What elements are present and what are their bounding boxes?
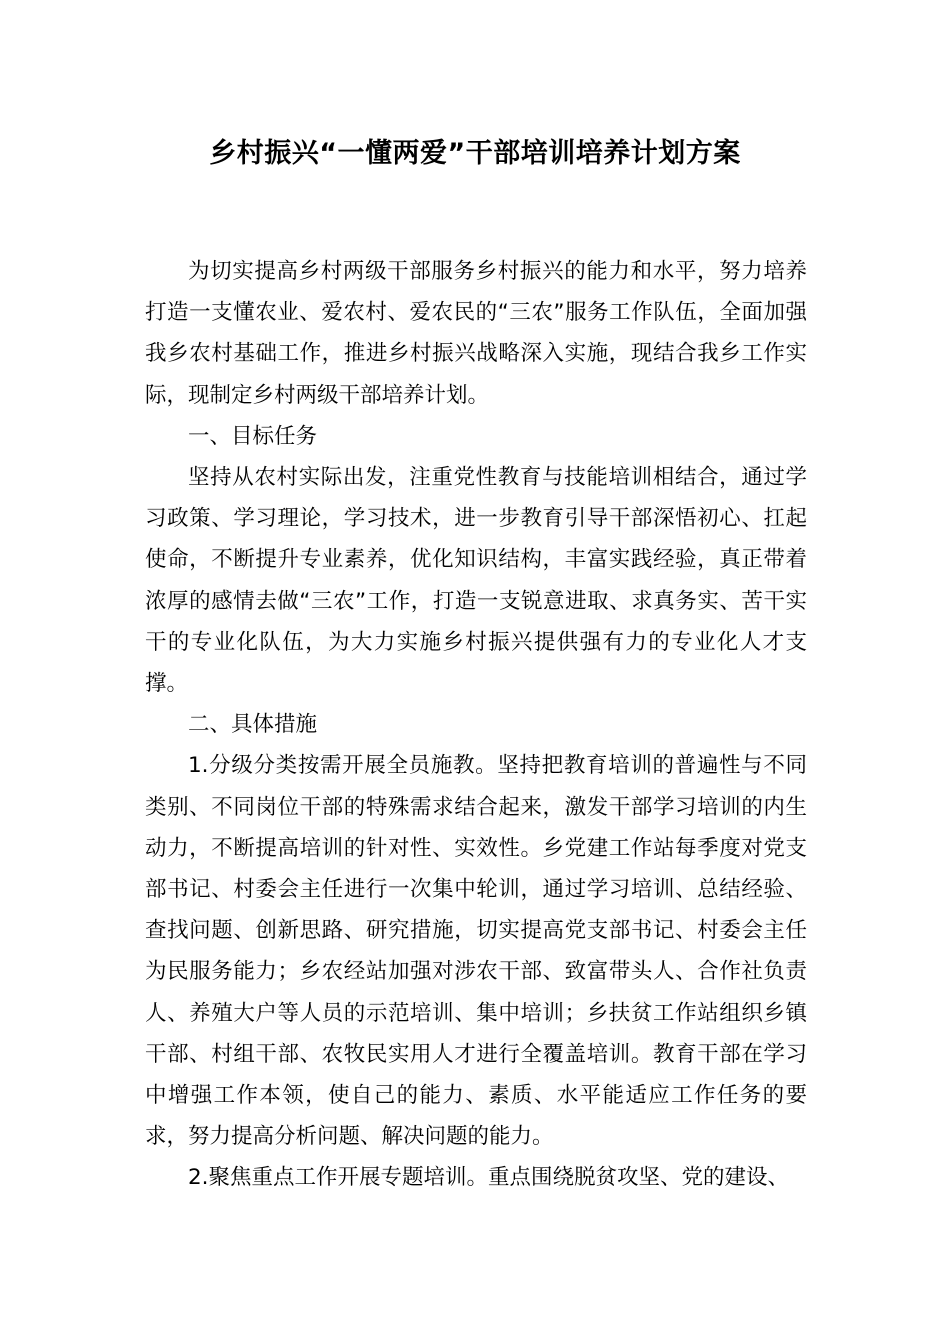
document-body <box>145 251 807 1199</box>
measure-2-paragraph: 2.聚焦重点工作开展专题培训。重点围绕脱贫攻坚、党的建设、 <box>188 1165 790 1191</box>
section-heading-measures: 二、具体措施 <box>188 712 318 738</box>
measure-1-paragraph: 1.分级分类按需开展全员施教。坚持把教育培训的普遍性与不同类别、不同岗位干部的特殊需求结合起来，激发干部学习培训的内生动力，不断提高培训的针对性、实效性。乡党建工作站每季度对党支部书记、村委会主任进行一次集中轮训，通过学习培训、总结经验、查找问题、创新思路、研究措施，切实提高党支部书记、村委会主任为民服务能力；乡农经站加强对涉农干部、致富带头人、合作社负责人、养殖大户等人员的示范培训、集中培训；乡扶贫工作站组织乡镇干部、村组干部、农牧民实用人才进行全覆盖培训。教育干部在学习中增强工作本领，使自己的能力、素质、水平能适应工作任务的要求，努力提高分析问题、解决问题的能力。 <box>145 753 807 1150</box>
intro-paragraph: 为切实提高乡村两级干部服务乡村振兴的能力和水平，努力培养打造一支懂农业、爱农村、爱农民的“三农”服务工作队伍，全面加强我乡农村基础工作，推进乡村振兴战略深入实施，现结合我乡工作实际，现制定乡村两级干部培养计划。 <box>145 259 807 408</box>
goals-paragraph: 坚持从农村实际出发，注重党性教育与技能培训相结合，通过学习政策、学习理论，学习技术，进一步教育引导干部深悟初心、扛起使命，不断提升专业素养，优化知识结构，丰富实践经验，真正带着浓厚的感情去做“三农”工作，打造一支锐意进取、求真务实、苦干实干的专业化队伍，为大力实施乡村振兴提供强有力的专业化人才支撑。 <box>145 465 807 697</box>
document-title: 乡村振兴“一懂两爱”干部培训培养计划方案 <box>209 138 741 169</box>
section-heading-goals: 一、目标任务 <box>188 423 318 449</box>
